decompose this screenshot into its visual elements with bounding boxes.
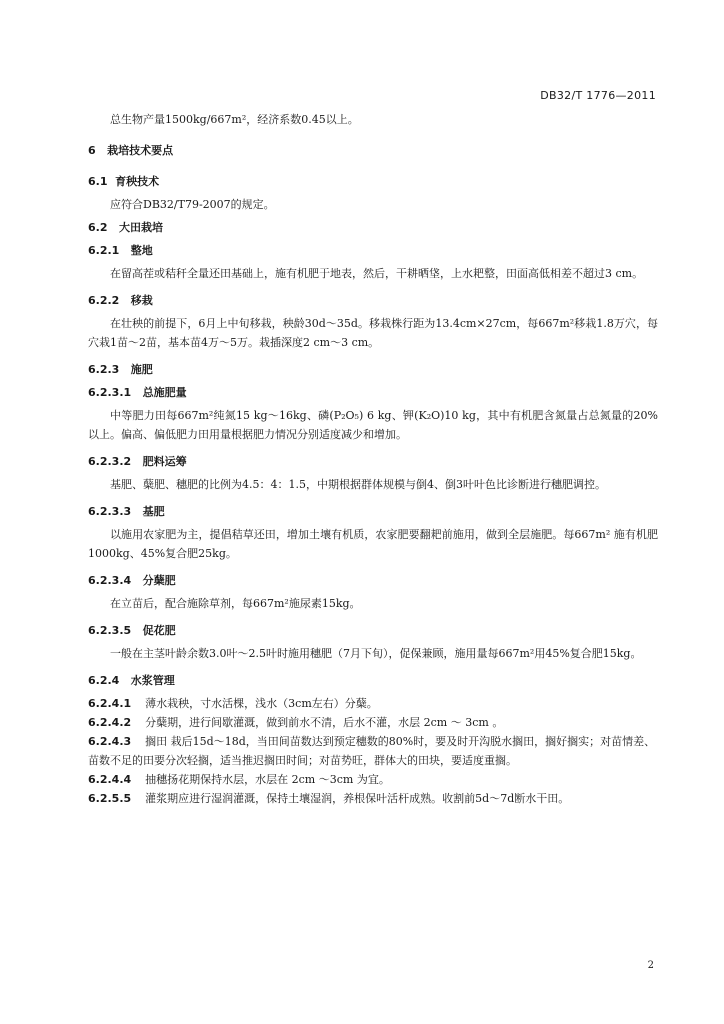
list-item — [88, 694, 658, 713]
document-body — [88, 110, 658, 808]
item-number: 6.2.4.4 — [88, 773, 132, 786]
item-number: 6.2.5.5 — [88, 792, 132, 805]
paragraph: 在壮秧的前提下，6月上中旬移栽，秧龄30d～35d。移栽株行距为13.4cm×27cm，每667m²移栽1.8万穴，每穴栽1苗～2苗，基本苗4万～5万。栽插深度2 cm～3 cm。 — [88, 317, 658, 349]
paragraph: 基肥、蘖肥、穗肥的比例为4.5：4：1.5，中期根据群体规模与倒4、倒3叶叶色比诊断进行穗肥调控。 — [110, 478, 606, 491]
paragraph: 以施用农家肥为主，提倡秸草还田，增加土壤有机质，农家肥要翻耙前施用，做到全层施肥。每667m² 施有机肥 1000kg、45%复合肥25kg。 — [88, 528, 658, 560]
paragraph: 应符合DB32/T79-2007的规定。 — [110, 198, 275, 211]
list-item — [88, 770, 658, 789]
section-heading-6: 6 栽培技术要点 — [88, 144, 174, 157]
item-text: 抽穗扬花期保持水层，水层在 2cm ～3cm 为宜。 — [145, 773, 390, 786]
section-heading-6-2-3-5: 6.2.3.5 促花肥 — [88, 624, 176, 637]
item-text: 分蘖期，进行间歇灌溉，做到前水不清，后水不灌，水层 2cm ～ 3cm 。 — [145, 716, 504, 729]
paragraph: 中等肥力田每667m²纯氮15 kg～16kg、磷(P₂O₅) 6 kg、钾(K₂O)10 kg，其中有机肥含氮量占总氮量的20%以上。偏高、偏低肥力田用量根据肥力情况分别适度减少和增加。 — [88, 409, 658, 441]
list-item — [88, 713, 658, 732]
section-heading-6-2-3-4: 6.2.3.4 分蘖肥 — [88, 574, 176, 587]
section-heading-6-2-3-3: 6.2.3.3 基肥 — [88, 505, 165, 518]
section-heading-6-2-3: 6.2.3 施肥 — [88, 363, 153, 376]
section-heading-6-2-3-2: 6.2.3.2 肥料运筹 — [88, 455, 187, 468]
paragraph: 一般在主茎叶龄余数3.0叶～2.5叶时施用穗肥（7月下旬），促保兼顾，施用量每667m²用45%复合肥15kg。 — [110, 647, 642, 660]
item-number: 6.2.4.3 — [88, 735, 132, 748]
standard-code: DB32/T 1776—2011 — [540, 89, 656, 102]
section-heading-6-2-2: 6.2.2 移栽 — [88, 294, 153, 307]
paragraph: 总生物产量1500kg/667m²，经济系数0.45以上。 — [110, 113, 359, 126]
section-heading-6-2-1: 6.2.1 整地 — [88, 244, 153, 257]
section-heading-6-2: 6.2 大田栽培 — [88, 221, 163, 234]
list-item — [88, 732, 658, 770]
paragraph: 在留高茬或秸秆全量还田基础上，施有机肥于地表，然后，干耕晒垡，上水耙整，田面高低相差不超过3 cm。 — [110, 267, 644, 280]
item-text: 薄水栽秧，寸水活棵，浅水（3cm左右）分蘖。 — [145, 697, 378, 710]
section-heading-6-2-3-1: 6.2.3.1 总施肥量 — [88, 386, 187, 399]
item-text: 搁田 栽后15d～18d，当田间苗数达到预定穗数的80%时，要及时开沟脱水搁田，搁好搁实；对苗情差、苗数不足的田要分次轻搁，适当推迟搁田时间；对苗势旺，群体大的田块，要适度重搁。 — [88, 735, 656, 767]
paragraph: 在立苗后，配合施除草剂，每667m²施尿素15kg。 — [110, 597, 361, 610]
page-number: 2 — [647, 960, 654, 971]
item-number: 6.2.4.1 — [88, 697, 132, 710]
item-number: 6.2.4.2 — [88, 716, 132, 729]
list-item — [88, 789, 658, 808]
section-heading-6-1: 6.1 育秧技术 — [88, 175, 160, 188]
item-text: 灌浆期应进行湿润灌溉，保持土壤湿润，养根保叶活杆成熟。收割前5d～7d断水干田。 — [145, 792, 570, 805]
section-heading-6-2-4: 6.2.4 水浆管理 — [88, 674, 175, 687]
